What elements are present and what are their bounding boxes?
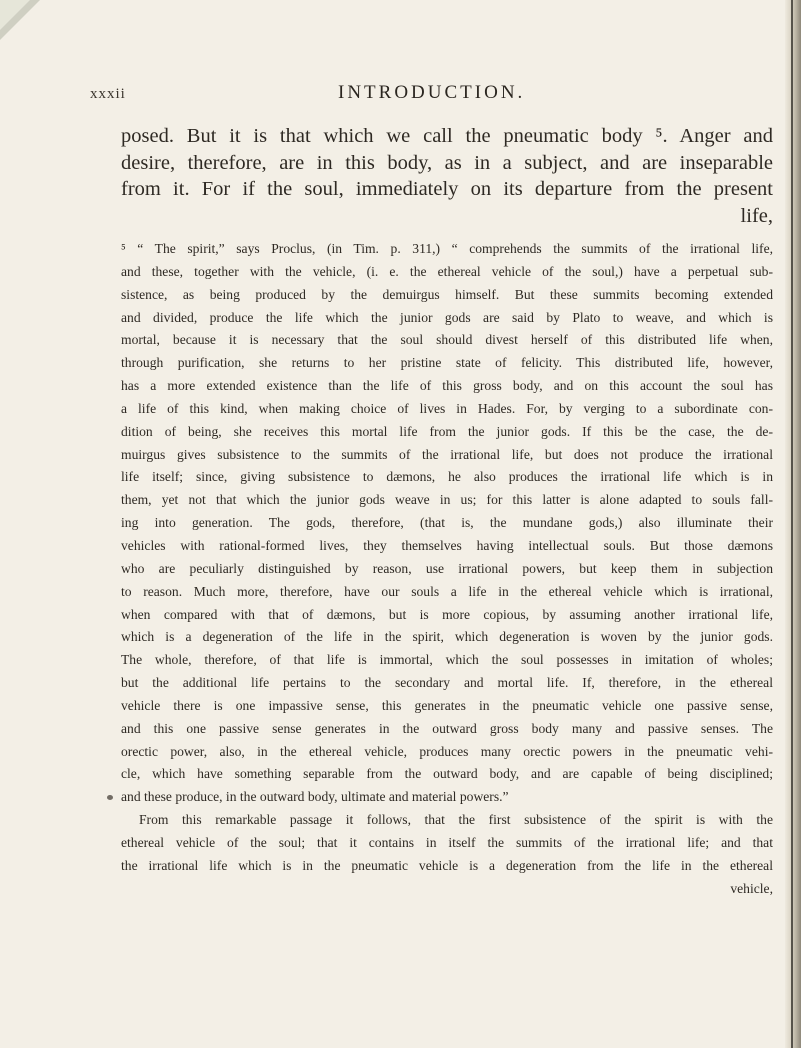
- footnote-line: through purification, she returns to her pristine state of felicity. This distributed life, however,: [121, 355, 773, 371]
- footnote-line: dition of being, she receives this mortal life from the junior gods. If this be the case, the de-: [121, 423, 773, 439]
- footnote-line: to reason. Much more, therefore, have our souls a life in the ethereal vehicle which is irrational,: [121, 583, 773, 599]
- footnote-line: cle, which have something separable from the outward body, and are capable of being disciplined;: [121, 766, 773, 782]
- footnote-line: when compared with that of dæmons, but is more copious, by assuming another irrational life,: [121, 606, 773, 622]
- page-binding-edge: [785, 0, 801, 1048]
- footnote-block: [121, 238, 773, 900]
- main-text-catchword: life,: [740, 204, 773, 227]
- footnote-line: mortal, because it is necessary that the soul should divest herself of this distributed life when,: [121, 332, 773, 348]
- footnote-line: vehicles with rational-formed lives, they themselves having intellectual souls. But those dæmons: [121, 537, 773, 553]
- main-text-line: posed. But it is that which we call the pneumatic body ⁵. Anger and: [121, 125, 773, 147]
- footnote-line: which is a degeneration of the life in the spirit, which degeneration is woven by the junior gods.: [121, 629, 773, 645]
- ink-spot: [107, 795, 113, 800]
- running-header: [90, 82, 770, 108]
- footnote-line: orectic power, also, in the ethereal vehicle, produces many orectic powers in the pneumatic vehi-: [121, 743, 773, 759]
- footnote-line: ing into generation. The gods, therefore, (that is, the mundane gods,) also illuminate their: [121, 515, 773, 531]
- footnote-line: From this remarkable passage it follows, that the first subsistence of the spirit is with the: [139, 812, 773, 828]
- footnote-line: them, yet not that which the junior gods weave in us; for this latter is alone adapted to souls fall-: [121, 492, 773, 508]
- page-number: xxxii: [90, 86, 126, 102]
- footnote-catchword: vehicle,: [730, 880, 773, 896]
- footnote-line: ⁵ “ The spirit,” says Proclus, (in Tim. p. 311,) “ comprehends the summits of the irrational life,: [121, 241, 773, 256]
- footnote-line: muirgus gives subsistence to the summits of the irrational life, but does not produce the irrational: [121, 446, 773, 462]
- main-text-block: [121, 123, 773, 229]
- section-title: INTRODUCTION.: [338, 82, 526, 103]
- footnote-line: and these produce, in the outward body, ultimate and material powers.”: [121, 789, 509, 805]
- footnote-line: a life of this kind, when making choice of lives in Hades. For, by verging to a subordinate con-: [121, 400, 773, 416]
- footnote-line: who are peculiarly distinguished by reason, use irrational powers, but keep them in subjection: [121, 560, 773, 576]
- footnote-line: ethereal vehicle of the soul; that it contains in itself the summits of the irrational life; and that: [121, 834, 773, 850]
- footnote-line: The whole, therefore, of that life is immortal, which the soul possesses in imitation of wholes;: [121, 652, 773, 668]
- footnote-line: has a more extended existence than the life of this gross body, and on this account the soul has: [121, 378, 773, 394]
- page-corner-fold: [0, 0, 40, 40]
- footnote-line: sistence, as being produced by the demuirgus himself. But these summits becoming extended: [121, 286, 773, 302]
- footnote-line: and divided, produce the life which the junior gods are said by Plato to weave, and which is: [121, 309, 773, 325]
- footnote-line: and these, together with the vehicle, (i. e. the ethereal vehicle of the soul,) have a perpetual sub-: [121, 263, 773, 279]
- main-text-line: desire, therefore, are in this body, as in a subject, and are inseparable: [121, 151, 773, 174]
- footnote-line: vehicle there is one impassive sense, this generates in the pneumatic vehicle one passive sense,: [121, 697, 773, 713]
- footnote-line: life itself; since, giving subsistence to dæmons, he also produces the irrational life which is in: [121, 469, 773, 485]
- footnote-line: and this one passive sense generates in the outward gross body many and passive senses. The: [121, 720, 773, 736]
- footnote-line: but the additional life pertains to the secondary and mortal life. If, therefore, in the ethereal: [121, 675, 773, 691]
- main-text-line: from it. For if the soul, immediately on its departure from the present: [121, 178, 773, 200]
- footnote-line: the irrational life which is in the pneumatic vehicle is a degeneration from the life in the ethereal: [121, 857, 773, 873]
